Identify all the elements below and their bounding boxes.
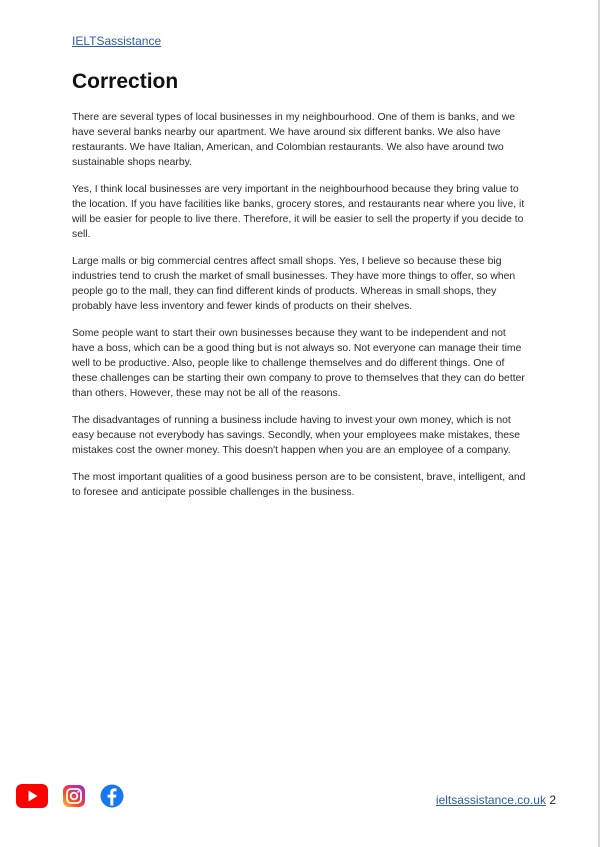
facebook-icon[interactable] [100, 784, 124, 808]
paragraph: Some people want to start their own businesses because they want to be independent and not have a boss, which can be a good thing but is not always so. Not everyone can manage their time well to be productive. Also, people like to challenge themselves and do different things. One of these challenges can be starting their own company to prove to themselves that they can do better than others. However, these may not be all of the reasons. [72, 328, 525, 399]
paragraph: The disadvantages of running a business include having to invest your own money, which is not easy because not everybody has savings. Secondly, when your employees make mistakes, these mistakes cost the owner money. This doesn't happen when you are an employee of a company. [72, 415, 520, 456]
header-site-link[interactable]: IELTSassistance [72, 34, 162, 48]
footer-info [436, 793, 556, 807]
paragraph: Yes, I think local businesses are very important in the neighbourhood because they bring value to the location. If you have facilities like banks, grocery stores, and restaurants near where you live, it will be easier for people to live there. Therefore, it will be easier to sell the property if you decide to sell. [72, 184, 525, 240]
youtube-icon[interactable] [16, 784, 48, 808]
footer-site-link[interactable]: ieltsassistance.co.uk [435, 793, 546, 807]
page-title: Correction [72, 70, 179, 93]
paragraph: There are several types of local businesses in my neighbourhood. One of them is banks, and we have several banks nearby our apartment. We have around six different banks. We also have restaurants. We have Italian, American, and Colombian restaurants. We also have around two sustainable shops nearby. [72, 112, 516, 168]
article-body [72, 110, 528, 512]
social-links [16, 784, 138, 808]
instagram-icon[interactable] [62, 784, 86, 808]
paragraph: Large malls or big commercial centres affect small shops. Yes, I believe so because these big industries tend to crush the market of small businesses. They have more things to offer, so when people go to the mall, they can find different kinds of products. Whereas in small shops, they probably have less inventory and fewer kinds of products on their shelves. [72, 256, 516, 312]
page-number: 2 [549, 793, 556, 807]
paragraph: The most important qualities of a good business person are to be consistent, brave, intelligent, and to foresee and anticipate possible challenges in the business. [72, 472, 526, 498]
